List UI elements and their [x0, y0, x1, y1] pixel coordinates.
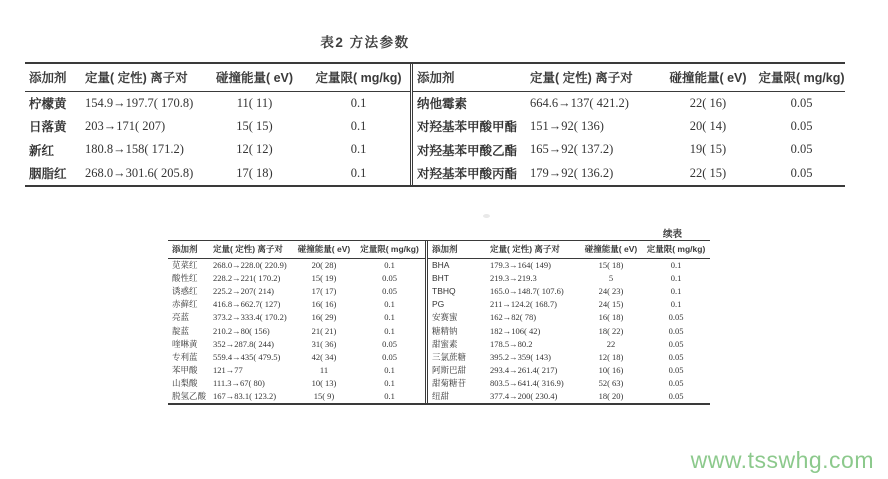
ion-pair-cell: 211→124.2( 168.7) [490, 299, 557, 310]
loq-cell: 0.05 [790, 95, 813, 110]
additive-name-cell: 安赛蜜 [432, 312, 458, 323]
table-row [428, 271, 710, 284]
table-row [168, 298, 425, 311]
loq-cell: 0.1 [670, 272, 682, 283]
collision-energy-cell: 20( 28) [311, 259, 337, 270]
loq-cell: 0.1 [670, 299, 682, 310]
ion-pair-cell: 416.8→662.7( 127) [213, 299, 281, 310]
collision-energy-cell: 16( 29) [311, 312, 337, 323]
additive-name-cell: 纽甜 [432, 391, 450, 402]
additive-name-cell: 山梨酸 [172, 378, 198, 389]
table-row [25, 138, 410, 162]
column-header-additive: 添加剂 [25, 64, 82, 91]
collision-energy-cell: 10( 16) [598, 365, 624, 376]
table-row [413, 138, 845, 162]
additive-name-cell: 喹啉黄 [172, 338, 198, 349]
page-title: 表2 方法参数 [320, 35, 410, 50]
column-header-ion-pair: 定量( 定性) 离子对 [82, 64, 202, 91]
table-row [428, 284, 710, 297]
table-row [168, 350, 425, 363]
collision-energy-cell: 15( 18) [598, 259, 624, 270]
additive-name-cell: 亮蓝 [172, 312, 190, 323]
table-row [168, 284, 425, 297]
column-header-ion-pair: 定量( 定性) 离子对 [484, 241, 580, 258]
additive-name-cell: 甜菊糖苷 [432, 378, 467, 389]
loq-cell: 0.05 [668, 325, 684, 336]
collision-energy-cell: 15( 15) [236, 118, 273, 133]
collision-energy-cell: 11( 11) [236, 95, 273, 110]
ion-pair-cell: 154.9→197.7( 170.8) [85, 95, 194, 110]
collision-energy-cell: 15( 19) [311, 272, 337, 283]
column-header-loq: 定量限( mg/kg) [354, 241, 425, 258]
additive-name-cell: 糖精钠 [432, 325, 458, 336]
ion-pair-cell: 225.2→207( 214) [213, 285, 274, 296]
loq-cell: 0.1 [384, 259, 395, 270]
table-row [428, 324, 710, 337]
collision-energy-cell: 18( 22) [598, 325, 624, 336]
additive-name-cell: BHA [432, 259, 450, 270]
header-row [25, 64, 410, 91]
loq-cell: 0.1 [670, 285, 682, 296]
ion-pair-cell: 179→92( 136.2) [530, 165, 614, 180]
ion-pair-cell: 219.3→219.3 [490, 272, 537, 283]
ion-pair-cell: 179.3→164( 149) [490, 259, 551, 270]
table-row [168, 364, 425, 377]
additive-name-cell: TBHQ [432, 285, 456, 296]
collision-energy-cell: 12( 12) [236, 142, 273, 157]
ion-pair-cell: 352→287.8( 244) [213, 338, 274, 349]
column-header-ion-pair: 定量( 定性) 离子对 [518, 64, 658, 91]
additive-name-cell: 苯甲酸 [172, 365, 198, 376]
table-row [168, 271, 425, 284]
table-row [168, 390, 425, 403]
header-row [168, 241, 425, 258]
ion-pair-cell: 180.8→158( 171.2) [85, 142, 184, 157]
collision-energy-cell: 22( 15) [689, 165, 727, 180]
ion-pair-cell: 203→171( 207) [85, 118, 166, 133]
collision-energy-cell: 31( 36) [311, 338, 337, 349]
loq-cell: 0.05 [668, 338, 684, 349]
table-row [168, 311, 425, 324]
additive-name-cell: 脱氢乙酸 [172, 391, 207, 402]
additive-name-cell: 新红 [29, 143, 55, 158]
loq-cell: 0.1 [670, 259, 682, 270]
collision-energy-cell: 17( 18) [236, 165, 273, 180]
loq-cell: 0.05 [382, 272, 397, 283]
method-parameters-continuation-table [168, 240, 710, 405]
loq-cell: 0.1 [350, 142, 367, 157]
column-header-ion-pair: 定量( 定性) 离子对 [210, 241, 294, 258]
ion-pair-cell: 228.2→221( 170.2) [213, 272, 281, 283]
column-header-loq: 定量限( mg/kg) [307, 64, 410, 91]
ion-pair-cell: 121→77 [213, 365, 243, 376]
table-row [413, 162, 845, 186]
loq-cell: 0.1 [384, 378, 395, 389]
table-row [428, 364, 710, 377]
table2-right-panel [428, 241, 710, 403]
column-header-additive: 添加剂 [168, 241, 210, 258]
loq-cell: 0.05 [668, 391, 684, 402]
additive-name-cell: 酸性红 [172, 272, 198, 283]
ion-pair-cell: 178.5→80.2 [490, 338, 533, 349]
table-row [428, 390, 710, 403]
ion-pair-cell: 151→92( 136) [530, 118, 604, 133]
additive-name-cell: 日落黄 [29, 120, 67, 135]
loq-cell: 0.1 [384, 365, 395, 376]
collision-energy-cell: 18( 20) [598, 391, 624, 402]
collision-energy-cell: 16( 18) [598, 312, 624, 323]
additive-name-cell: BHT [432, 272, 449, 283]
ion-pair-cell: 165.0→148.7( 107.6) [490, 285, 564, 296]
column-header-collision-energy: 碰撞能量( eV) [658, 64, 758, 91]
loq-cell: 0.05 [668, 365, 684, 376]
loq-cell: 0.1 [384, 325, 395, 336]
header-row [413, 64, 845, 91]
loq-cell: 0.05 [790, 142, 813, 157]
loq-cell: 0.05 [382, 351, 397, 362]
continuation-table-label: 续表 [662, 229, 682, 240]
collision-energy-cell: 12( 18) [598, 351, 624, 362]
table-row [428, 377, 710, 390]
column-header-collision-energy: 碰撞能量( eV) [294, 241, 354, 258]
table1-right-panel [413, 64, 845, 185]
table-row [428, 298, 710, 311]
header-row [428, 241, 710, 258]
table-row [428, 311, 710, 324]
loq-cell: 0.05 [668, 351, 684, 362]
collision-energy-cell: 21( 21) [311, 325, 337, 336]
column-header-collision-energy: 碰撞能量( eV) [580, 241, 642, 258]
collision-energy-cell: 5 [608, 272, 614, 283]
additive-name-cell: 对羟基苯甲酸丙酯 [417, 167, 518, 182]
scan-artifact [483, 214, 490, 218]
loq-cell: 0.05 [382, 285, 397, 296]
table-row [428, 350, 710, 363]
additive-name-cell: 专利蓝 [172, 351, 198, 362]
collision-energy-cell: 15( 9) [313, 391, 335, 402]
table-row [168, 337, 425, 350]
additive-name-cell: 对羟基苯甲酸甲酯 [417, 120, 518, 135]
ion-pair-cell: 559.4→435( 479.5) [213, 351, 281, 362]
collision-energy-cell: 22( 16) [689, 95, 727, 110]
loq-cell: 0.05 [668, 312, 684, 323]
column-header-loq: 定量限( mg/kg) [642, 241, 710, 258]
ion-pair-cell: 165→92( 137.2) [530, 142, 614, 157]
loq-cell: 0.1 [350, 118, 367, 133]
loq-cell: 0.1 [384, 299, 395, 310]
additive-name-cell: 甜蜜素 [432, 338, 458, 349]
collision-energy-cell: 17( 17) [311, 285, 337, 296]
table-row [168, 324, 425, 337]
additive-name-cell: 苋菜红 [172, 259, 198, 270]
ion-pair-cell: 162→82( 78) [490, 312, 537, 323]
table-row [25, 115, 410, 139]
collision-energy-cell: 10( 13) [311, 378, 337, 389]
collision-energy-cell: 24( 23) [598, 285, 624, 296]
additive-name-cell: PG [432, 299, 445, 310]
collision-energy-cell: 42( 34) [311, 351, 337, 362]
ion-pair-cell: 167→83.1( 123.2) [213, 391, 277, 402]
table-row [168, 258, 425, 271]
loq-cell: 0.05 [382, 338, 397, 349]
table-row [25, 162, 410, 186]
column-header-collision-energy: 碰撞能量( eV) [202, 64, 307, 91]
table-row [168, 377, 425, 390]
watermark: www.tsswhg.com [690, 447, 874, 473]
ion-pair-cell: 293.4→261.4( 217) [490, 365, 558, 376]
additive-name-cell: 胭脂红 [29, 167, 67, 182]
table-row [25, 91, 410, 115]
collision-energy-cell: 52( 63) [598, 378, 624, 389]
loq-cell: 0.1 [384, 391, 395, 402]
ion-pair-cell: 395.2→359( 143) [490, 351, 551, 362]
loq-cell: 0.1 [350, 165, 367, 180]
table2-left-panel [168, 241, 425, 403]
collision-energy-cell: 22 [606, 338, 616, 349]
additive-name-cell: 柠檬黄 [29, 97, 67, 111]
table-row [413, 115, 845, 139]
additive-name-cell: 对羟基苯甲酸乙酯 [417, 143, 518, 158]
additive-name-cell: 三氯蔗糖 [432, 351, 467, 362]
additive-name-cell: 阿斯巴甜 [432, 365, 467, 376]
table-row [413, 91, 845, 115]
ion-pair-cell: 268.0→301.6( 205.8) [85, 165, 194, 180]
collision-energy-cell: 16( 16) [311, 299, 337, 310]
loq-cell: 0.05 [790, 118, 813, 133]
collision-energy-cell: 20( 14) [689, 118, 727, 133]
ion-pair-cell: 377.4→200( 230.4) [490, 391, 558, 402]
ion-pair-cell: 268.0→228.0( 220.9) [213, 259, 287, 270]
column-header-additive: 添加剂 [428, 241, 484, 258]
loq-cell: 0.1 [350, 95, 367, 110]
table-row [428, 337, 710, 350]
table-row [428, 258, 710, 271]
additive-name-cell: 纳他霉素 [417, 97, 468, 111]
collision-energy-cell: 11 [319, 365, 329, 376]
loq-cell: 0.05 [668, 378, 684, 389]
loq-cell: 0.05 [790, 165, 813, 180]
column-header-additive: 添加剂 [413, 64, 518, 91]
table1-left-panel [25, 64, 410, 185]
ion-pair-cell: 373.2→333.4( 170.2) [213, 312, 287, 323]
ion-pair-cell: 111.3→67( 80) [213, 378, 265, 389]
column-header-loq: 定量限( mg/kg) [758, 64, 845, 91]
collision-energy-cell: 24( 15) [598, 299, 624, 310]
ion-pair-cell: 803.5→641.4( 316.9) [490, 378, 564, 389]
additive-name-cell: 赤藓红 [172, 299, 198, 310]
collision-energy-cell: 19( 15) [689, 142, 727, 157]
additive-name-cell: 诱惑红 [172, 285, 198, 296]
loq-cell: 0.1 [384, 312, 395, 323]
ion-pair-cell: 182→106( 42) [490, 325, 541, 336]
ion-pair-cell: 210.2→80( 156) [213, 325, 270, 336]
method-parameters-table [25, 62, 845, 187]
ion-pair-cell: 664.6→137( 421.2) [530, 95, 629, 110]
additive-name-cell: 靛蓝 [172, 325, 190, 336]
